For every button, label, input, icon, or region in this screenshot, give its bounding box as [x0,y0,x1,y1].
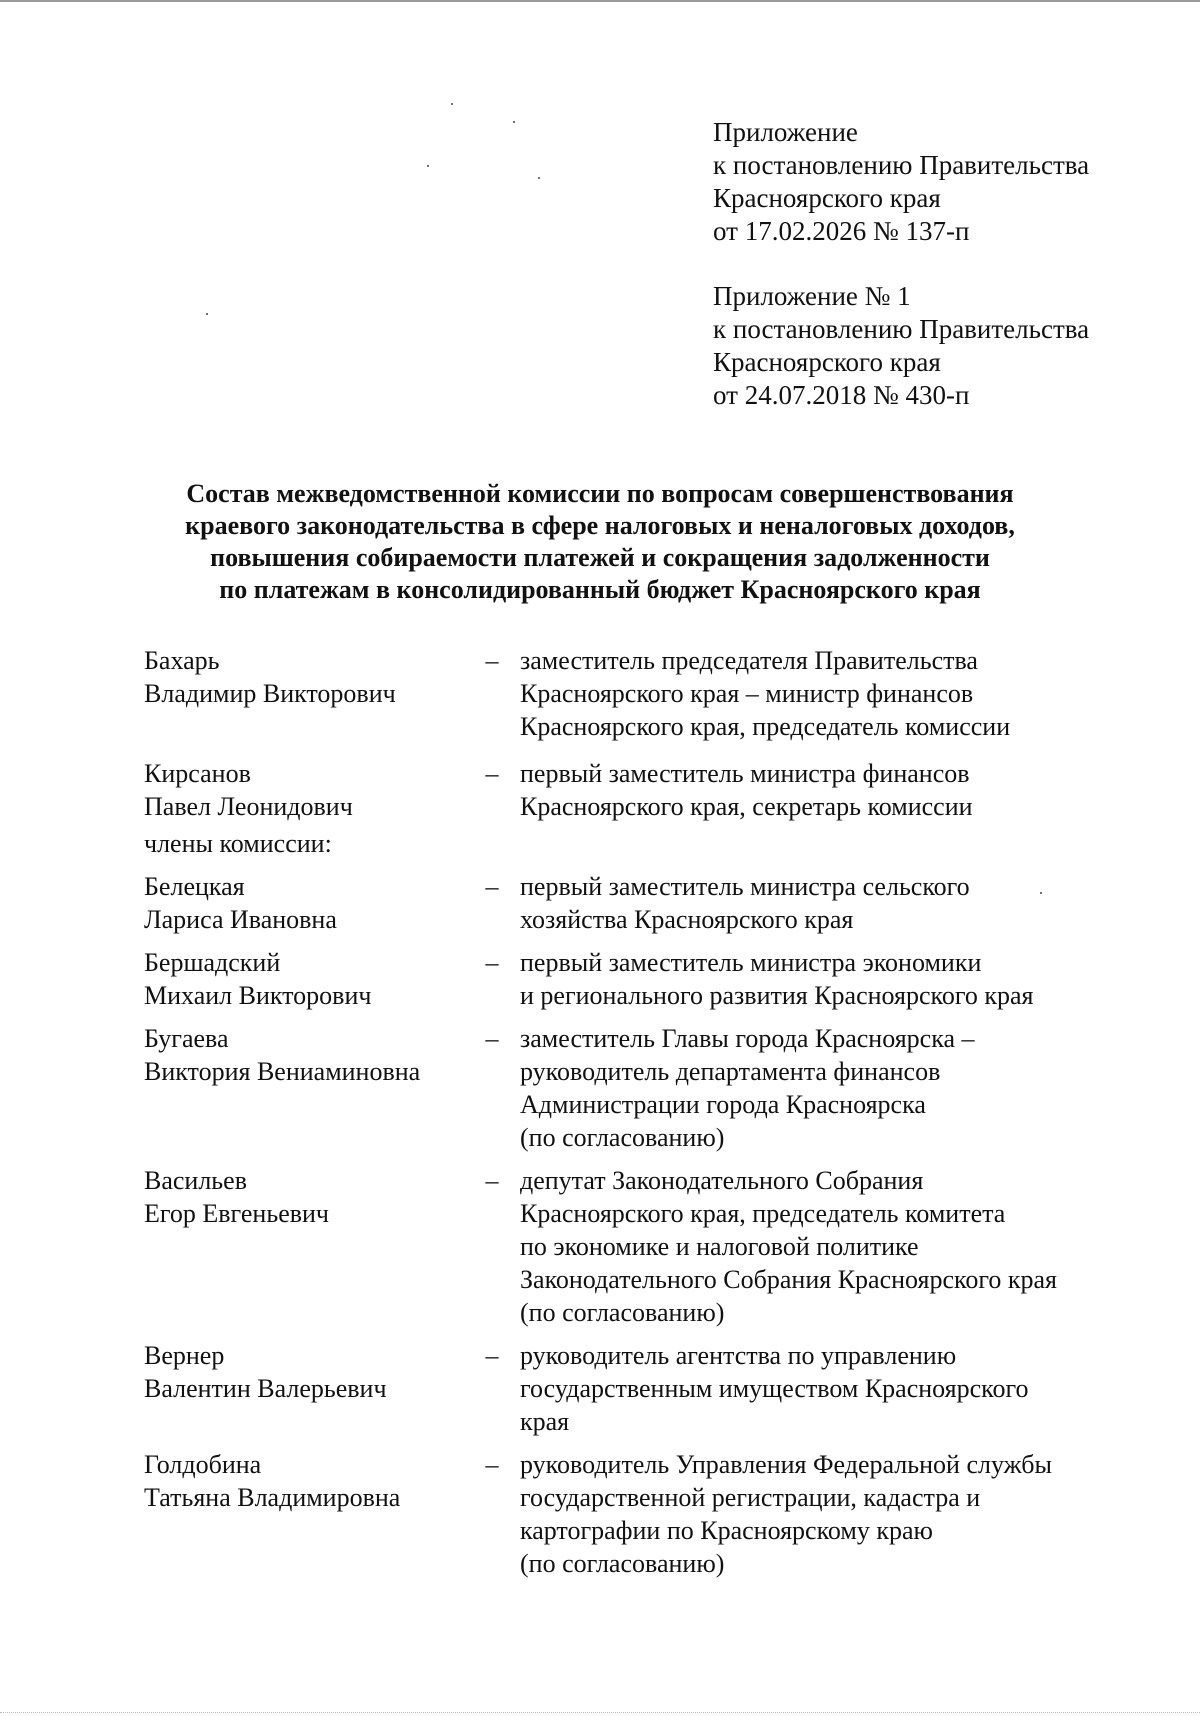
member-surname: Васильев [144,1166,247,1195]
member-entry [144,757,1119,823]
member-given-names: Виктория Вениаминовна [144,1057,421,1086]
member-role-line: Администрации города Красноярска [520,1090,926,1119]
member-dash: – [485,1166,499,1195]
annex-current-line: Приложение [713,117,858,147]
member-role-line: Красноярского края, председатель комиссии [520,712,1011,741]
member-name [144,870,464,936]
document-title [100,478,1100,606]
member-dash: – [485,1024,499,1053]
annex-original-line: от 24.07.2018 № 430-п [713,380,970,410]
title-line: повышения собираемости платежей и сокращения задолженности [210,543,990,572]
member-role-line: депутат Законодательного Собрания [520,1166,924,1195]
member-role-line: руководитель департамента финансов [520,1057,941,1086]
annex-current-line: к постановлению Правительства [713,150,1090,180]
member-given-names: Владимир Викторович [144,679,396,708]
scan-bottom-edge [0,1712,1200,1714]
member-entry [144,1339,1119,1438]
member-name [144,946,464,1012]
annex-original-line: Красноярского края [713,347,941,377]
member-surname: Голдобина [144,1450,262,1479]
member-given-names: Татьяна Владимировна [144,1483,401,1512]
annex-original-line: к постановлению Правительства [713,314,1090,344]
member-entry [144,946,1119,1012]
member-surname: Вернер [144,1341,225,1370]
member-role [520,644,1119,743]
member-name [144,1448,464,1514]
annex-original-line: Приложение № 1 [713,281,911,311]
member-role-line: государственным имуществом Красноярского [520,1374,1029,1403]
member-role-line: заместитель Главы города Красноярска – [520,1024,975,1053]
member-given-names: Лариса Ивановна [144,905,337,934]
title-line: Состав межведомственной комиссии по вопросам совершенствования [186,479,1014,508]
member-role-line: (по согласованию) [520,1123,725,1152]
member-dash: – [485,646,499,675]
title-line: краевого законодательства в сфере налоговых и неналоговых доходов, [185,511,1015,540]
annex-current-line: от 17.02.2026 № 137-п [713,216,970,246]
member-given-names: Михаил Викторович [144,981,372,1010]
member-dash: – [485,1341,499,1370]
member-name [144,1339,464,1405]
members-section-label: члены комиссии: [144,829,332,858]
scan-speck [427,165,429,167]
member-name [144,757,464,823]
annex-current-block [713,116,1089,248]
annex-original-block [713,280,1089,412]
member-name [144,1164,464,1230]
member-entry [144,644,1119,743]
member-role [520,757,1119,823]
member-role-line: картографии по Красноярскому краю [520,1516,933,1545]
commission-members-list [144,644,1119,1580]
member-dash: – [485,948,499,977]
member-dash: – [485,872,499,901]
member-role-line: государственной регистрации, кадастра и [520,1483,981,1512]
member-role-line: Красноярского края – министр финансов [520,679,974,708]
scan-top-edge [0,0,1200,2]
member-surname: Белецкая [144,872,245,901]
scan-speck [538,177,540,179]
member-role-line: края [520,1407,570,1436]
member-entry [144,870,1119,936]
member-given-names: Егор Евгеньевич [144,1199,329,1228]
member-surname: Бахарь [144,646,220,675]
member-role-line: Красноярского края, секретарь комиссии [520,792,973,821]
member-role-line: Законодательного Собрания Красноярского края [520,1265,1057,1294]
member-role [520,946,1119,1012]
member-role-line: по экономике и налоговой политике [520,1232,919,1261]
member-given-names: Валентин Валерьевич [144,1374,387,1403]
title-line: по платежам в консолидированный бюджет Красноярского края [219,575,981,604]
member-surname: Бершадский [144,948,281,977]
scan-speck [513,121,515,123]
member-role-line: первый заместитель министра экономики [520,948,982,977]
member-role [520,1339,1119,1438]
member-role-line: (по согласованию) [520,1549,725,1578]
member-entry [144,1448,1119,1580]
member-role-line: руководитель Управления Федеральной службы [520,1450,1052,1479]
member-role [520,870,1119,936]
member-role-line: хозяйства Красноярского края [520,905,854,934]
member-entry [144,1022,1119,1154]
annex-current-line: Красноярского края [713,183,941,213]
member-name [144,1022,464,1088]
member-role-line: и регионального развития Красноярского края [520,981,1034,1010]
member-name [144,644,464,710]
member-role [520,1448,1119,1580]
member-given-names: Павел Леонидович [144,792,353,821]
member-dash: – [485,759,499,788]
member-entry [144,1164,1119,1329]
member-role [520,1022,1119,1154]
member-role-line: (по согласованию) [520,1298,725,1327]
member-role-line: руководитель агентства по управлению [520,1341,957,1370]
member-role-line: первый заместитель министра сельского [520,872,970,901]
member-role [520,1164,1119,1329]
member-role-line: заместитель председателя Правительства [520,646,978,675]
scan-speck [451,103,453,105]
member-surname: Кирсанов [144,759,251,788]
scan-speck [206,313,208,315]
member-dash: – [485,1450,499,1479]
member-role-line: первый заместитель министра финансов [520,759,970,788]
member-surname: Бугаева [144,1024,229,1053]
member-role-line: Красноярского края, председатель комитета [520,1199,1006,1228]
